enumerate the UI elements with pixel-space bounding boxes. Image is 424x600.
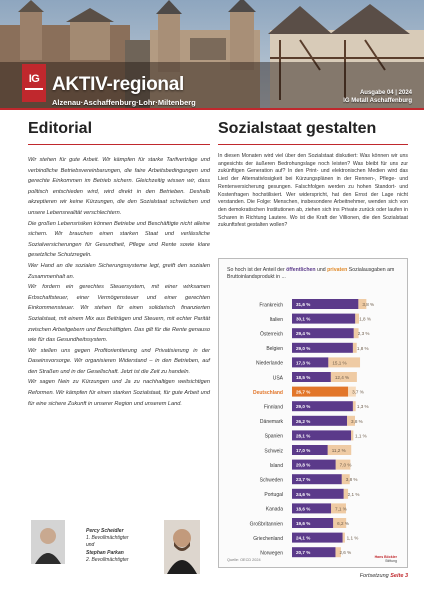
- portrait-stephan-parkan: [164, 520, 200, 574]
- chart-data-label-private: 3,8 %: [362, 302, 375, 307]
- chart-data-label-private: 2,3 %: [357, 331, 370, 337]
- chart-data-label-public: 26,7 %: [296, 389, 311, 395]
- chart-data-label-public: 17,0 %: [296, 448, 311, 453]
- chart-category-label: Großbritannien: [249, 521, 283, 528]
- chart-category-label: Deutschland: [252, 389, 283, 396]
- chart-title-suffix: Sozialausgaben am Bruttoinlandsprodukt in ...: [227, 267, 395, 281]
- chart-bar-private: [351, 430, 353, 440]
- continuation-page: Seite 3: [390, 573, 408, 579]
- issue-number: Ausgabe 04 | 2024: [359, 90, 412, 96]
- chart-category-label: Schweden: [259, 477, 283, 484]
- chart-data-label-public: 31,6 %: [296, 302, 311, 307]
- editorial-paragraph: Wir stehen für gute Arbeit. Wir kämpfen für starke Tarifverträge und verbindliche Betriebsvereinbarungen, die faire Arbeitsbedingungen und gerechte Einkommen im Betrieb sichern. Gleichzeitig wissen wir, dass politisch entschieden wird, wird direkt in den Betrieben. Deshalb akzeptieren wir keine Kürzungen, die den Sozialstaat schwächen und unsere Lebensrealität verschlechtern.: [28, 157, 210, 216]
- chart-title-prefix: So hoch ist der Anteil der: [227, 267, 285, 273]
- sozialstaat-column: [218, 120, 408, 230]
- chart-data-label-private: 2,6 %: [339, 550, 352, 556]
- editorial-paragraph: Wir sagen Nein zu Kürzungen und Ja zu nachhaltigen weitsichtigen Reformen. Wir kämpfen für einen starken Sozialstaat, für gute Arbeit und für eine sichere Zukunft in unserer Region und unserem Land.: [28, 379, 210, 407]
- chart-data-label-private: 7,0 %: [339, 462, 352, 468]
- chart-data-label-public: 29,4 %: [296, 331, 311, 337]
- signer-and: und: [86, 542, 95, 548]
- chart-title: [227, 267, 397, 282]
- chart-data-label-private: 11,2 %: [331, 448, 346, 453]
- signer-1-role: 1. Bevollmächtigter: [86, 534, 129, 541]
- chart-legend-private: privaten: [327, 267, 348, 273]
- issue-publisher: IG Metall Aschaffenburg: [343, 98, 412, 105]
- chart-data-label-public: 26,2 %: [296, 418, 311, 424]
- chart-data-label-public: 24,1 %: [296, 535, 311, 541]
- chart-data-label-private: 3,7 %: [352, 389, 364, 395]
- region-subtitle: Alzenau·Aschaffenburg·Lohr·Miltenberg: [52, 98, 196, 107]
- brand-title: AKTIV-regional: [52, 74, 184, 95]
- issue-info: [343, 89, 412, 105]
- boeckler-logo-line2: Stiftung: [385, 558, 397, 563]
- editorial-paragraph: Die großen Lebensrisiken können Betriebe und Beschäftigte nicht alleine sichern. Wir brauchen einen starken Staat und verlässliche Sozialversicherungen für Gesundheit, Pflege und Rente sowie klare gesetzliche Schutzregeln.: [28, 220, 210, 259]
- chart-category-label: Spanien: [264, 433, 283, 440]
- portrait-percy-scheidler: [31, 520, 65, 564]
- chart-category-label: Frankreich: [259, 302, 283, 309]
- chart-data-label-private: 1,1 %: [355, 433, 367, 439]
- chart-title-middle: und: [317, 267, 326, 273]
- chart-data-label-public: 18,6 %: [296, 506, 311, 512]
- signer-2-role: 2. Bevollmächtigter: [86, 556, 129, 563]
- chart-data-label-public: 29,0 %: [296, 404, 311, 410]
- chart-category-label: USA: [272, 375, 283, 382]
- chart-category-label: Belgien: [266, 346, 283, 353]
- chart-category-label: Norwegen: [260, 550, 283, 557]
- boeckler-logo-line1: Hans Böckler: [374, 554, 397, 559]
- continuation-label: Fortsetzung: [359, 573, 389, 579]
- chart-data-label-public: 29,0 %: [296, 345, 311, 351]
- signer-2: [86, 550, 129, 563]
- chart-data-label-private: 1,8 %: [359, 316, 371, 322]
- chart-data-label-public: 18,5 %: [296, 375, 311, 380]
- igmetall-logo: [22, 64, 46, 102]
- chart-category-label: Niederlande: [256, 360, 283, 367]
- chart-data-label-public: 30,1 %: [296, 316, 311, 322]
- boeckler-logo: [375, 555, 397, 563]
- chart-source: Quelle: OECD 2024: [227, 558, 261, 562]
- editorial-column: [28, 120, 210, 563]
- chart-data-label-private: 12,4 %: [334, 375, 350, 380]
- chart-data-label-private: 15,1 %: [332, 360, 347, 366]
- signer-1: [86, 528, 129, 541]
- chart-category-label: Finnland: [263, 404, 283, 411]
- continuation-note: [360, 573, 408, 579]
- chart-category-label: Island: [269, 462, 283, 469]
- editorial-title: Editorial: [28, 120, 210, 145]
- sozialstaat-title: Sozialstaat gestalten: [218, 120, 408, 145]
- chart-category-label: Portugal: [264, 492, 283, 499]
- signer-2-name: Stephan Parkan: [86, 550, 124, 556]
- chart-category-label: Griechenland: [253, 535, 283, 542]
- chart-data-label-private: 7,1 %: [335, 506, 347, 512]
- chart-category-label: Kanada: [265, 506, 283, 513]
- editorial-paragraph: Wir fordern ein gerechtes Steuersystem, mit einer wirksamen Erbschaftsteuer, einer Vermögensteuer und einer gerechten Einkommensteuer. Wir stehen für einen solidarisch finanzierten Sozialstaat, mit einem Mix aus Beiträgen und Steuern, mit echter Parität zwischen Arbeitgebern und Beschäftigten. Das gilt für die Rente genauso wie für das Gesundheitssystem.: [28, 284, 210, 344]
- chart-legend-public: öffentlichen: [286, 267, 316, 273]
- chart-data-label-private: 3,8 %: [345, 477, 358, 483]
- chart-data-label-private: 6,2 %: [337, 521, 349, 526]
- chart-category-label: Schweiz: [264, 448, 283, 455]
- chart-data-label-public: 19,6 %: [296, 521, 311, 526]
- logo-text: IG: [28, 73, 40, 85]
- social-spending-chart: [218, 258, 408, 568]
- header-banner: [0, 0, 424, 110]
- chart-data-label-private: 3,8 %: [351, 418, 363, 424]
- chart-data-label-public: 24,6 %: [296, 491, 311, 497]
- chart-category-label: Italien: [269, 316, 283, 323]
- chart-data-label-public: 23,7 %: [296, 477, 311, 483]
- chart-data-label-public: 28,1 %: [296, 433, 311, 439]
- signer-1-name: Percy Scheidler: [86, 528, 124, 534]
- chart-plot: [219, 259, 409, 569]
- chart-category-label: Dänemark: [259, 419, 283, 426]
- chart-data-label-private: 1,1 %: [346, 535, 359, 541]
- editorial-paragraph: Wer Hand an die sozialen Sicherungssysteme legt, greift den sozialen Zusammenhalt an.: [28, 262, 210, 280]
- chart-category-label: Österreich: [259, 331, 283, 338]
- editorial-paragraph: Wir stellen uns gegen Profitorientierung und Privatisierung in der Daseinsvorsorge. Wir organisieren Widerstand – in den Betrieben, auf den Straßen und in der Gesellschaft. Jetzt ist die Zeit zu handeln.: [28, 347, 210, 375]
- header-divider: [0, 108, 424, 110]
- chart-data-label-public: 20,7 %: [296, 550, 311, 556]
- chart-data-label-private: 2,1 %: [347, 491, 360, 497]
- editorial-text: [28, 155, 210, 409]
- chart-data-label-private: 1,3 %: [356, 404, 369, 410]
- logo-mark: [25, 88, 43, 98]
- chart-bar-private: [343, 533, 345, 543]
- editorial-signers: [28, 520, 210, 600]
- sozialstaat-intro: In diesen Monaten wird viel über den Sozialstaat diskutiert: Was können wir uns angesichts der äußeren Bedrohungslage noch leisten? Was bleibt für uns zur zukünftigen Generation auf? In den Print- und elektronischen Medien wird das Lied der Alternativlosigkeit bei Kürzungsplänen in der Rennen-, Pflege- und Rentenversicherung gesungen. Falschfolgen werden zu hohen Standort- und Kostenfragen hochstilisiert. Wer widerspricht, hat den Ernst der Lage nicht verstanden. Die Folge: Menschen, insbesondere Arbeitnehmer, wenden sich von den demokratischen Institutionen ab, ziehen sich ins Private zurück oder laufen in Scharen in Richtung Lautere. Wo ist die Kraft der Villionen, die den Sozialstaat zukunftsfest gestalten wollen?: [218, 153, 408, 229]
- chart-data-label-private: 1,8 %: [356, 345, 369, 351]
- chart-bar-private: [353, 401, 356, 411]
- chart-data-label-public: 20,8 %: [296, 462, 311, 468]
- chart-data-label-public: 17,3 %: [296, 360, 311, 366]
